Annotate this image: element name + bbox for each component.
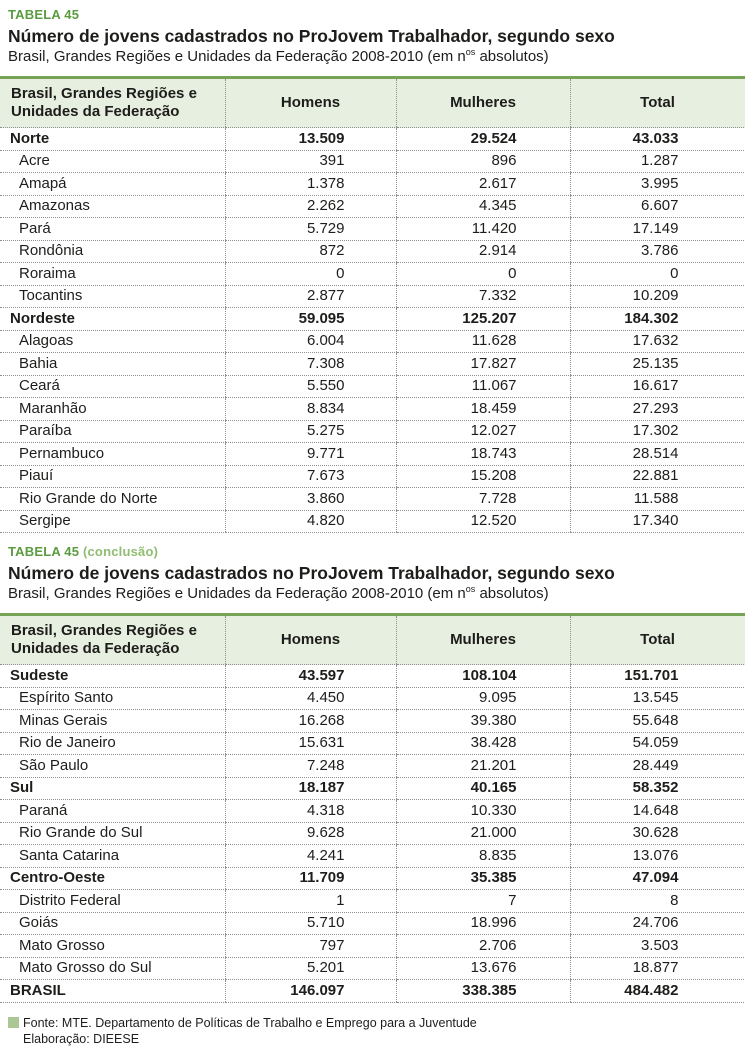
data-table-2 bbox=[0, 613, 745, 1003]
region-total-row bbox=[0, 867, 745, 890]
state-row bbox=[0, 822, 745, 845]
state-row bbox=[0, 890, 745, 913]
state-row bbox=[0, 443, 745, 466]
row-label: Espírito Santo bbox=[0, 687, 225, 710]
value-cell: 7.673 bbox=[225, 465, 396, 488]
row-label: Sergipe bbox=[0, 510, 225, 533]
row-label: Goiás bbox=[0, 912, 225, 935]
value-cell: 21.201 bbox=[396, 755, 570, 778]
value-cell: 872 bbox=[225, 240, 396, 263]
value-cell: 4.345 bbox=[396, 195, 570, 218]
row-label: Pernambuco bbox=[0, 443, 225, 466]
value-cell: 16.617 bbox=[570, 375, 745, 398]
value-cell: 38.428 bbox=[396, 732, 570, 755]
value-cell: 5.201 bbox=[225, 957, 396, 980]
value-cell: 5.550 bbox=[225, 375, 396, 398]
value-cell: 6.607 bbox=[570, 195, 745, 218]
value-cell: 13.509 bbox=[225, 128, 396, 151]
value-cell: 2.877 bbox=[225, 285, 396, 308]
state-row bbox=[0, 285, 745, 308]
value-cell: 47.094 bbox=[570, 867, 745, 890]
row-label: Minas Gerais bbox=[0, 710, 225, 733]
row-label: Norte bbox=[0, 128, 225, 151]
state-row bbox=[0, 398, 745, 421]
table-number-suffix-2: (conclusão) bbox=[82, 544, 159, 559]
column-header-total: Total bbox=[570, 615, 745, 665]
row-label: Ceará bbox=[0, 375, 225, 398]
value-cell: 1 bbox=[225, 890, 396, 913]
row-label: Distrito Federal bbox=[0, 890, 225, 913]
value-cell: 7.332 bbox=[396, 285, 570, 308]
value-cell: 30.628 bbox=[570, 822, 745, 845]
value-cell: 9.771 bbox=[225, 443, 396, 466]
value-cell: 5.729 bbox=[225, 218, 396, 241]
source-line: Fonte: MTE. Departamento de Políticas de Trabalho e Emprego para a Juventude bbox=[23, 1015, 477, 1030]
value-cell: 9.095 bbox=[396, 687, 570, 710]
column-header-homens: Homens bbox=[225, 78, 396, 128]
value-cell: 1.287 bbox=[570, 150, 745, 173]
table-number-text: TABELA 45 bbox=[8, 7, 80, 22]
value-cell: 24.706 bbox=[570, 912, 745, 935]
value-cell: 2.262 bbox=[225, 195, 396, 218]
value-cell: 484.482 bbox=[570, 980, 745, 1003]
row-label: Nordeste bbox=[0, 308, 225, 331]
table-1-body bbox=[0, 128, 745, 533]
subtitle-text-2: Brasil, Grandes Regiões e Unidades da Federação 2008-2010 (em n bbox=[8, 585, 466, 602]
table-number-label bbox=[8, 8, 745, 22]
value-cell: 27.293 bbox=[570, 398, 745, 421]
state-row bbox=[0, 218, 745, 241]
subtitle-text-end-2: absolutos) bbox=[475, 585, 549, 602]
value-cell: 146.097 bbox=[225, 980, 396, 1003]
row-label: Maranhão bbox=[0, 398, 225, 421]
state-row bbox=[0, 732, 745, 755]
value-cell: 3.860 bbox=[225, 488, 396, 511]
table-title: Número de jovens cadastrados no ProJovem Trabalhador, segundo sexo bbox=[8, 26, 615, 46]
column-header-mulheres: Mulheres bbox=[396, 615, 570, 665]
table-title-2: Número de jovens cadastrados no ProJovem Trabalhador, segundo sexo bbox=[8, 563, 615, 583]
value-cell: 13.676 bbox=[396, 957, 570, 980]
header-row bbox=[0, 78, 745, 128]
value-cell: 4.241 bbox=[225, 845, 396, 868]
value-cell: 1.378 bbox=[225, 173, 396, 196]
state-row bbox=[0, 800, 745, 823]
state-row bbox=[0, 150, 745, 173]
state-row bbox=[0, 465, 745, 488]
row-label: Acre bbox=[0, 150, 225, 173]
table-number-label-2 bbox=[8, 545, 745, 559]
row-label: Rio Grande do Sul bbox=[0, 822, 225, 845]
value-cell: 3.503 bbox=[570, 935, 745, 958]
state-row bbox=[0, 687, 745, 710]
state-row bbox=[0, 755, 745, 778]
region-total-row bbox=[0, 777, 745, 800]
value-cell: 40.165 bbox=[396, 777, 570, 800]
section-1-heading bbox=[0, 8, 745, 66]
value-cell: 11.709 bbox=[225, 867, 396, 890]
value-cell: 10.330 bbox=[396, 800, 570, 823]
value-cell: 54.059 bbox=[570, 732, 745, 755]
value-cell: 2.617 bbox=[396, 173, 570, 196]
value-cell: 18.187 bbox=[225, 777, 396, 800]
value-cell: 17.149 bbox=[570, 218, 745, 241]
value-cell: 7 bbox=[396, 890, 570, 913]
source-square-icon bbox=[8, 1017, 19, 1028]
value-cell: 11.588 bbox=[570, 488, 745, 511]
value-cell: 15.208 bbox=[396, 465, 570, 488]
value-cell: 5.275 bbox=[225, 420, 396, 443]
subtitle-superscript-2: os bbox=[465, 584, 476, 594]
state-row bbox=[0, 420, 745, 443]
state-row bbox=[0, 173, 745, 196]
value-cell: 22.881 bbox=[570, 465, 745, 488]
value-cell: 13.076 bbox=[570, 845, 745, 868]
value-cell: 4.450 bbox=[225, 687, 396, 710]
state-row bbox=[0, 957, 745, 980]
state-row bbox=[0, 845, 745, 868]
value-cell: 4.318 bbox=[225, 800, 396, 823]
row-label: Amazonas bbox=[0, 195, 225, 218]
value-cell: 39.380 bbox=[396, 710, 570, 733]
row-label: Sudeste bbox=[0, 665, 225, 688]
value-cell: 8.835 bbox=[396, 845, 570, 868]
state-row bbox=[0, 935, 745, 958]
value-cell: 18.996 bbox=[396, 912, 570, 935]
column-header-region: Brasil, Grandes Regiões e Unidades da Federação bbox=[0, 615, 225, 665]
value-cell: 17.302 bbox=[570, 420, 745, 443]
table-number-text-2: TABELA 45 bbox=[8, 544, 80, 559]
row-label: Amapá bbox=[0, 173, 225, 196]
column-header-homens: Homens bbox=[225, 615, 396, 665]
value-cell: 14.648 bbox=[570, 800, 745, 823]
value-cell: 3.786 bbox=[570, 240, 745, 263]
state-row bbox=[0, 912, 745, 935]
table-2-header bbox=[0, 615, 745, 665]
state-row bbox=[0, 240, 745, 263]
value-cell: 8.834 bbox=[225, 398, 396, 421]
row-label: Mato Grosso do Sul bbox=[0, 957, 225, 980]
value-cell: 16.268 bbox=[225, 710, 396, 733]
value-cell: 0 bbox=[396, 263, 570, 286]
row-label: Centro-Oeste bbox=[0, 867, 225, 890]
row-label: Mato Grosso bbox=[0, 935, 225, 958]
value-cell: 125.207 bbox=[396, 308, 570, 331]
column-header-mulheres: Mulheres bbox=[396, 78, 570, 128]
value-cell: 4.820 bbox=[225, 510, 396, 533]
state-row bbox=[0, 488, 745, 511]
row-label: Sul bbox=[0, 777, 225, 800]
state-row bbox=[0, 330, 745, 353]
state-row bbox=[0, 710, 745, 733]
value-cell: 11.628 bbox=[396, 330, 570, 353]
value-cell: 12.027 bbox=[396, 420, 570, 443]
value-cell: 28.449 bbox=[570, 755, 745, 778]
row-label: Paraíba bbox=[0, 420, 225, 443]
value-cell: 5.710 bbox=[225, 912, 396, 935]
table-subtitle bbox=[8, 48, 745, 66]
value-cell: 25.135 bbox=[570, 353, 745, 376]
value-cell: 13.545 bbox=[570, 687, 745, 710]
value-cell: 797 bbox=[225, 935, 396, 958]
value-cell: 21.000 bbox=[396, 822, 570, 845]
region-total-row bbox=[0, 980, 745, 1003]
state-row bbox=[0, 263, 745, 286]
value-cell: 18.743 bbox=[396, 443, 570, 466]
row-label: Pará bbox=[0, 218, 225, 241]
state-row bbox=[0, 375, 745, 398]
value-cell: 15.631 bbox=[225, 732, 396, 755]
value-cell: 3.995 bbox=[570, 173, 745, 196]
table-subtitle-2 bbox=[8, 585, 745, 603]
table-1-header bbox=[0, 78, 745, 128]
value-cell: 2.706 bbox=[396, 935, 570, 958]
value-cell: 896 bbox=[396, 150, 570, 173]
row-label: São Paulo bbox=[0, 755, 225, 778]
subtitle-text: Brasil, Grandes Regiões e Unidades da Federação 2008-2010 (em n bbox=[8, 48, 466, 65]
region-total-row bbox=[0, 665, 745, 688]
row-label: Bahia bbox=[0, 353, 225, 376]
value-cell: 58.352 bbox=[570, 777, 745, 800]
value-cell: 151.701 bbox=[570, 665, 745, 688]
value-cell: 17.827 bbox=[396, 353, 570, 376]
value-cell: 2.914 bbox=[396, 240, 570, 263]
value-cell: 17.632 bbox=[570, 330, 745, 353]
source-footer bbox=[0, 1015, 745, 1047]
header-row bbox=[0, 615, 745, 665]
value-cell: 29.524 bbox=[396, 128, 570, 151]
value-cell: 43.597 bbox=[225, 665, 396, 688]
value-cell: 184.302 bbox=[570, 308, 745, 331]
section-2-heading bbox=[0, 545, 745, 603]
value-cell: 59.095 bbox=[225, 308, 396, 331]
value-cell: 6.004 bbox=[225, 330, 396, 353]
value-cell: 9.628 bbox=[225, 822, 396, 845]
value-cell: 43.033 bbox=[570, 128, 745, 151]
value-cell: 7.728 bbox=[396, 488, 570, 511]
column-header-total: Total bbox=[570, 78, 745, 128]
row-label: Piauí bbox=[0, 465, 225, 488]
subtitle-text-end: absolutos) bbox=[475, 48, 549, 65]
value-cell: 7.308 bbox=[225, 353, 396, 376]
value-cell: 11.067 bbox=[396, 375, 570, 398]
row-label: Santa Catarina bbox=[0, 845, 225, 868]
subtitle-superscript: os bbox=[465, 47, 476, 57]
elaboration-line: Elaboração: DIEESE bbox=[23, 1031, 140, 1046]
row-label: Rio Grande do Norte bbox=[0, 488, 225, 511]
value-cell: 28.514 bbox=[570, 443, 745, 466]
value-cell: 8 bbox=[570, 890, 745, 913]
region-total-row bbox=[0, 308, 745, 331]
value-cell: 10.209 bbox=[570, 285, 745, 308]
value-cell: 17.340 bbox=[570, 510, 745, 533]
value-cell: 11.420 bbox=[396, 218, 570, 241]
table-2-body bbox=[0, 665, 745, 1003]
value-cell: 108.104 bbox=[396, 665, 570, 688]
value-cell: 18.459 bbox=[396, 398, 570, 421]
row-label: Paraná bbox=[0, 800, 225, 823]
state-row bbox=[0, 195, 745, 218]
region-total-row bbox=[0, 128, 745, 151]
state-row bbox=[0, 510, 745, 533]
source-text-block bbox=[23, 1015, 477, 1047]
value-cell: 7.248 bbox=[225, 755, 396, 778]
data-table-1 bbox=[0, 76, 745, 533]
value-cell: 55.648 bbox=[570, 710, 745, 733]
value-cell: 391 bbox=[225, 150, 396, 173]
row-label: Alagoas bbox=[0, 330, 225, 353]
column-header-region: Brasil, Grandes Regiões e Unidades da Federação bbox=[0, 78, 225, 128]
row-label: Rio de Janeiro bbox=[0, 732, 225, 755]
value-cell: 18.877 bbox=[570, 957, 745, 980]
state-row bbox=[0, 353, 745, 376]
value-cell: 0 bbox=[225, 263, 396, 286]
value-cell: 12.520 bbox=[396, 510, 570, 533]
row-label: Rondônia bbox=[0, 240, 225, 263]
row-label: Roraima bbox=[0, 263, 225, 286]
value-cell: 338.385 bbox=[396, 980, 570, 1003]
value-cell: 35.385 bbox=[396, 867, 570, 890]
row-label: Tocantins bbox=[0, 285, 225, 308]
value-cell: 0 bbox=[570, 263, 745, 286]
row-label: BRASIL bbox=[0, 980, 225, 1003]
